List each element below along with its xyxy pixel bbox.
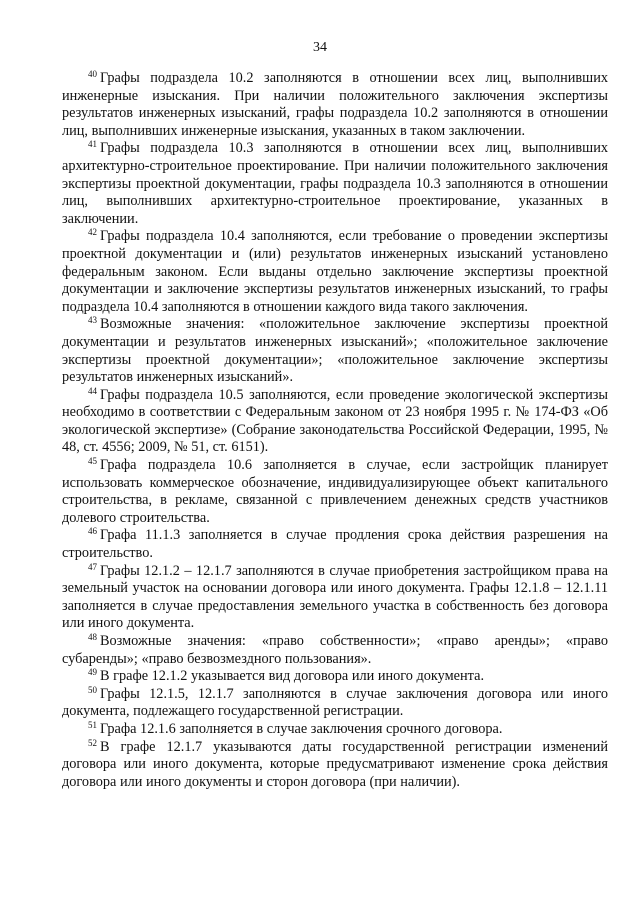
footnote-44 xyxy=(62,387,608,457)
footnote-43 xyxy=(62,316,608,386)
footnote-48 xyxy=(62,633,608,668)
footnote-number: 40 xyxy=(88,69,97,79)
footnote-49 xyxy=(62,668,608,686)
footnote-number: 41 xyxy=(88,139,97,150)
footnote-text: Возможные значения: «положительное заключение экспертизы проектной документации и результатов инженерных изысканий»; «положительное заключение экспертизы проектной документации»; «положительное заключение экспертизы результатов инженерных изысканий». xyxy=(62,316,608,386)
footnote-number: 51 xyxy=(88,719,97,730)
footnote-text: Возможные значения: «право собственности»; «право аренды»; «право субаренды»; «право безвозмездного пользования». xyxy=(62,633,608,667)
footnote-47 xyxy=(62,563,608,633)
footnote-number: 52 xyxy=(88,737,97,748)
page-number: 34 xyxy=(313,40,327,55)
footnote-text: Графа подраздела 10.6 заполняется в случае, если застройщик планирует использовать коммерческое обозначение, индивидуализирующее объект капитального строительства, в рекламе, связанной с привлечением денежных средств участников долевого строительства. xyxy=(62,457,608,526)
footnote-text: Графы 12.1.5, 12.1.7 заполняются в случае заключения договора или иного документа, подлежащего государственной регистрации. xyxy=(62,685,608,720)
footnote-text: Графы 12.1.2 – 12.1.7 заполняются в случае приобретения застройщиком права на земельный участок на основании договора или иного документа. Графы 12.1.8 – 12.1.11 заполняется в случае предоставления земельного участка в собственность без договора или иного документа. xyxy=(62,562,608,632)
footnote-number: 44 xyxy=(88,385,97,396)
footnote-text: Графы подраздела 10.4 заполняются, если требование о проведении экспертизы проектной документации и (или) результатов инженерных изысканий установлено федеральным законом. Если выданы отдельно заключение экспертизы проектной документации и заключение экспертизы результатов инженерных изысканий, то графы подраздела 10.4 заполняются в отношении каждого вида такого заключения. xyxy=(62,228,608,315)
footnote-45 xyxy=(62,457,608,527)
footnote-50 xyxy=(62,686,608,721)
footnote-number: 43 xyxy=(88,315,97,326)
footnote-text: Графа 12.1.6 заполняется в случае заключения срочного договора. xyxy=(100,720,503,737)
footnote-number: 42 xyxy=(88,227,97,238)
footnote-46 xyxy=(62,527,608,562)
footnote-text: Графы подраздела 10.5 заполняются, если проведение экологической экспертизы необходимо в соответствии с Федеральным законом от 23 ноября 1995 г. № 174-ФЗ «Об экологической экспертизе» (Собрание законодательства Российской Федерации, 1995, № 48, ст. 4556; 2009, № 51, ст. 6151). xyxy=(62,386,608,456)
footnotes-list xyxy=(62,70,608,791)
footnote-51 xyxy=(62,721,608,739)
footnote-number: 49 xyxy=(88,667,97,678)
footnote-number: 48 xyxy=(88,632,97,642)
footnote-text: Графа 11.1.3 заполняется в случае продления срока действия разрешения на строительство. xyxy=(62,527,608,562)
footnote-text: В графе 12.1.7 указываются даты государственной регистрации изменений договора или иного документа, которые предусматривают изменение срока действия договора или иного документы и сторон договора (при наличии). xyxy=(62,738,608,790)
footnote-text: В графе 12.1.2 указывается вид договора или иного документа. xyxy=(100,668,485,685)
footnote-number: 46 xyxy=(88,526,97,537)
footnote-text: Графы подраздела 10.3 заполняются в отношении всех лиц, выполнивших архитектурно-строительное проектирование. При наличии положительного заключения экспертизы проектной документации, графы подраздела 10.3 заполняются в отношении лиц, выполнивших архитектурно-строительное проектирование, указанных в заключении. xyxy=(62,140,608,227)
footnote-41 xyxy=(62,140,608,228)
footnote-42 xyxy=(62,228,608,316)
footnote-40 xyxy=(62,70,608,140)
footnote-number: 45 xyxy=(88,456,97,467)
footnote-number: 47 xyxy=(88,561,97,572)
footnote-52 xyxy=(62,739,608,792)
footnote-text: Графы подраздела 10.2 заполняются в отношении всех лиц, выполнивших инженерные изыскания. При наличии положительного заключения экспертизы результатов инженерных изысканий, графы подраздела 10.2 заполняются в отношении лиц, выполнивших инженерные изыскания, указанных в таком заключении. xyxy=(62,70,608,139)
footnote-number: 50 xyxy=(88,684,97,695)
